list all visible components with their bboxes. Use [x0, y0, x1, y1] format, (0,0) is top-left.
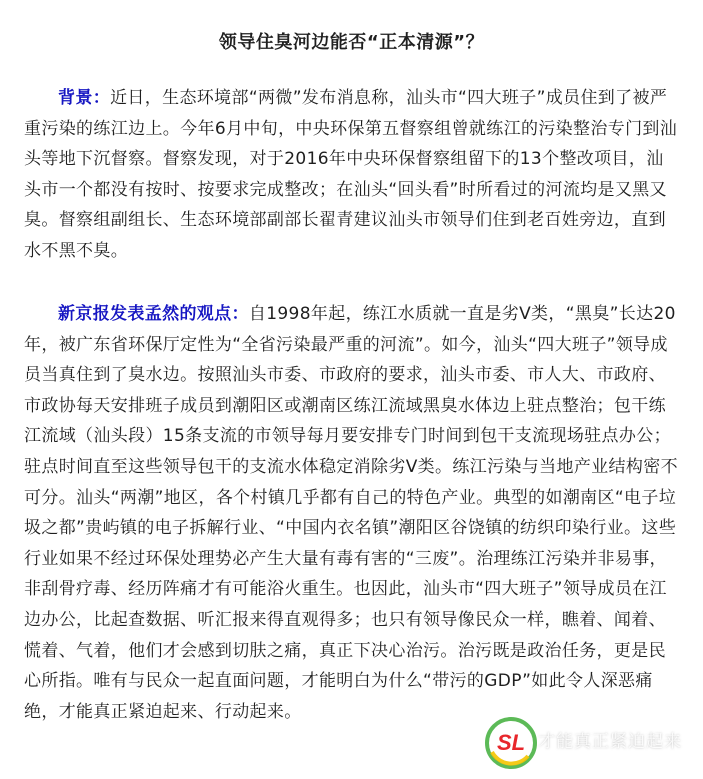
opinion-paragraph — [24, 299, 680, 727]
logo-letters: SL — [496, 730, 526, 755]
site-logo-icon — [484, 716, 538, 770]
opinion-label: 新京报发表孟然的观点： — [58, 304, 249, 324]
background-text: 近日，生态环境部“两微”发布消息称，汕头市“四大班子”成员住到了被严重污染的练江边上。今年6月中旬，中央环保第五督察组曾就练江的污染整治专门到汕头等地下沉督察。督察发现，对于2016年中央环保督察组留下的13个整改项目，汕头市一个都没有按时、按要求完成整改；在汕头“回头看”时所看过的河流均是又黑又臭。督察组副组长、生态环境部副部长翟青建议汕头市领导们住到老百姓旁边，直到水不黑不臭。 — [24, 88, 678, 261]
background-label: 背景： — [58, 88, 111, 108]
background-paragraph — [24, 83, 680, 267]
opinion-text: 自1998年起，练江水质就一直是劣Ⅴ类，“黑臭”长达20年，被广东省环保厅定性为“全省污染最严重的河流”。如今，汕头“四大班子”领导成员当真住到了臭水边。按照汕头市委、市政府的要求，汕头市委、市人大、市政府、市政协每天安排班子成员到潮阳区或潮南区练江流域黑臭水体边上驻点整治；包干练江流域（汕头段）15条支流的市领导每月要安排专门时间到包干支流现场驻点办公；驻点时间直至这些领导包干的支流水体稳定消除劣V类。练江污染与当地产业结构密不可分。汕头“两潮”地区，各个村镇几乎都有自己的特色产业。典型的如潮南区“电子垃圾之都”贵屿镇的电子拆解行业、“中国内衣名镇”潮阳区谷饶镇的纺织印染行业。这些行业如果不经过环保处理势必产生大量有毒有害的“三废”。治理练江污染并非易事，非刮骨疗毒、经历阵痛才有可能浴火重生。也因此，汕头市“四大班子”领导成员在江边办公，比起查数据、听汇报来得直观得多；也只有领导像民众一样，瞧着、闻着、慌着、气着，他们才会感到切肤之痛，真正下决心治污。治污既是政治任务，更是民心所指。唯有与民众一起直面问题，才能明白为什么“带污的GDP”如此令人深恶痛绝，才能真正紧迫起来、行动起来。 — [24, 304, 678, 722]
article-title: 领导住臭河边能否“正本清源”？ — [218, 32, 485, 53]
watermark-text: 才能真正紧迫起来 — [538, 732, 682, 752]
site-watermark — [484, 716, 682, 770]
